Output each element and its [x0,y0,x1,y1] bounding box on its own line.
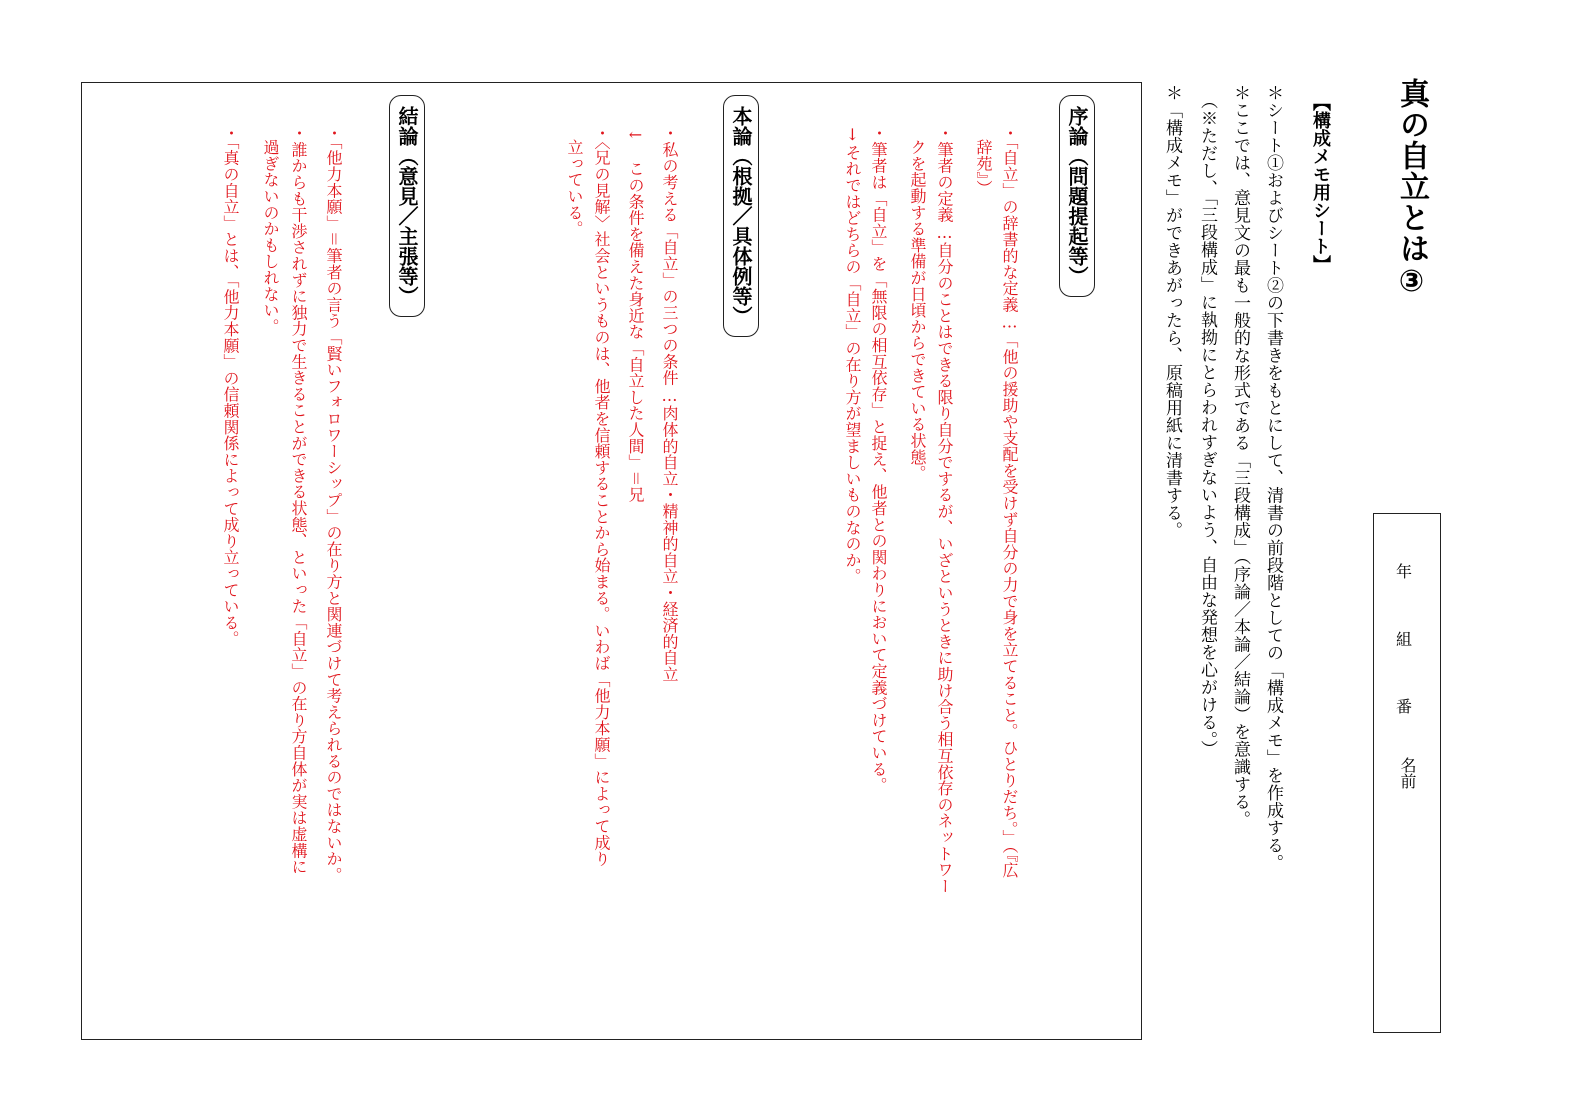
body-line-3: ・〈兄の見解〉社会というものは、他者を信頼することから始まる。いわば「他力本願」によって成り [592,125,611,867]
instruction-1: ＊シート①およびシート②の下書きをもとにして、清書の前段階としての「構成メモ」を作成する。 [1263,84,1283,872]
field-name: 名前 [1398,757,1417,789]
sheet-label: 【構成メモ用シート】 [1310,93,1331,273]
body-line-1: ・私の考える「自立」の三つの条件…肉体的自立・精神的自立・経済的自立 [660,125,679,683]
intro-line-2: 辞苑』） [974,139,993,197]
name-box [1373,513,1441,1033]
instruction-4: ＊「構成メモ」ができあがったら、原稿用紙に清書する。 [1162,84,1182,539]
intro-line-5: ・筆者は「自立」を「無限の相互依存」と捉え、他者との関わりにおいて定義づけている。 [869,125,888,794]
conclusion-line-1: ・「他力本願」＝筆者の言う「賢いフォロワーシップ」の在り方と関連づけて考えられるのではないか。 [324,125,343,884]
conclusion-line-4: ・「真の自立」とは、「他力本願」の信頼関係によって成り立っている。 [221,125,240,647]
body-line-2: ← この条件を備えた身近な「自立した人間」＝兄 [626,125,645,503]
instruction-2: ＊ここでは、意見文の最も一般的な形式である「三段構成」（序論／本論／結論）を意識する。 [1230,84,1250,828]
intro-line-6: ↓それではどちらの「自立」の在り方が望ましいものなのか。 [843,125,862,585]
conclusion-heading: 結論（意見／主張等） [389,95,425,317]
composition-memo-box [81,82,1142,1040]
intro-heading: 序論（問題提起等） [1059,95,1095,297]
body-heading: 本論（根拠／具体例等） [723,95,759,337]
intro-line-3: ・筆者の定義…自分のことはできる限り自分でするが、いざというときに助け合う相互依存のネットワー [935,125,954,895]
page-title: 真の自立とは③ [1394,78,1429,300]
conclusion-line-3: 過ぎないのかもしれない。 [261,139,280,335]
field-year: 年 [1396,562,1413,581]
intro-line-1: ・「自立」の辞書的な定義…「他の援助や支配を受けず自分の力で身を立てること。ひとりだち。」（『広 [1000,125,1019,879]
field-class: 組 [1396,630,1413,649]
name-fields [1396,559,1419,789]
conclusion-line-2: ・誰からも干渉されずに独力で生きることができる状態、といった「自立」の在り方自体が実は虚構に [289,125,308,875]
field-number: 番 [1396,697,1413,716]
instruction-3: （※ただし、「三段構成」に執拗にとらわれすぎないよう、自由な発想を心がける。） [1197,92,1217,758]
intro-line-4: クを起動する準備が日頃からできている状態。 [908,139,927,482]
body-line-4: 立っている。 [565,139,584,237]
